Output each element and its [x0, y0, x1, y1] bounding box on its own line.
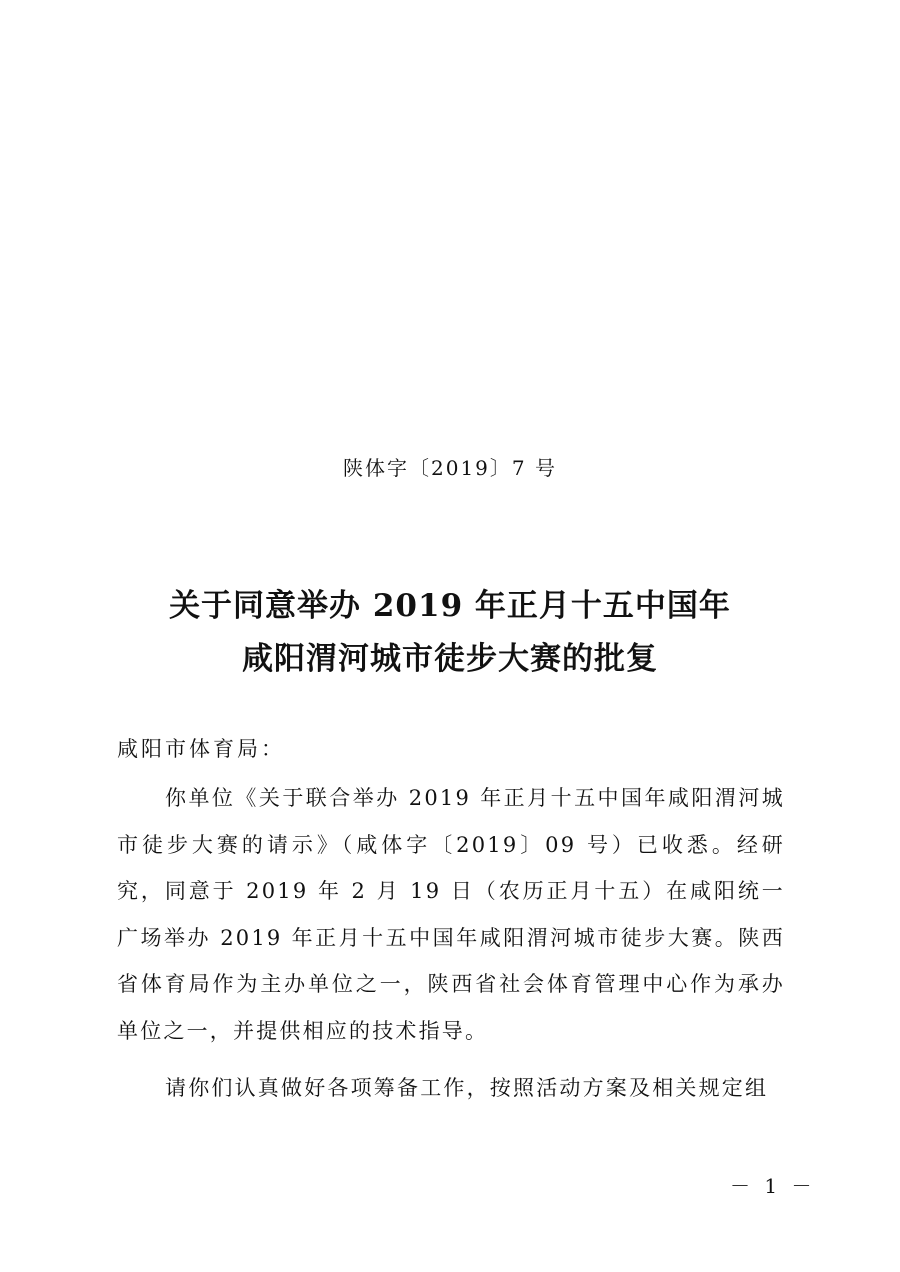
- body-paragraph-1: 你单位《关于联合举办 2019 年正月十五中国年咸阳渭河城市徒步大赛的请示》（咸体字〔2019〕09 号）已收悉。经研究，同意于 2019 年 2 月 19 日（农历正月十五）在咸阳统一广场举办 2019 年正月十五中国年咸阳渭河城市徒步大赛。陕西省体育局作为主办单位之一，陕西省社会体育管理中心作为承办单位之一，并提供相应的技术指导。: [117, 786, 785, 1043]
- document-number: 陕体字〔2019〕7 号: [343, 456, 557, 480]
- body-paragraph-2: 请你们认真做好各项筹备工作，按照活动方案及相关规定组: [165, 1076, 769, 1100]
- page-number: － 1 －: [730, 1174, 816, 1198]
- document-title-line-2: 咸阳渭河城市徒步大赛的批复: [242, 641, 658, 677]
- document-title-line-1: 关于同意举办 2019 年正月十五中国年: [169, 588, 731, 624]
- salutation: 咸阳市体育局：: [117, 737, 285, 761]
